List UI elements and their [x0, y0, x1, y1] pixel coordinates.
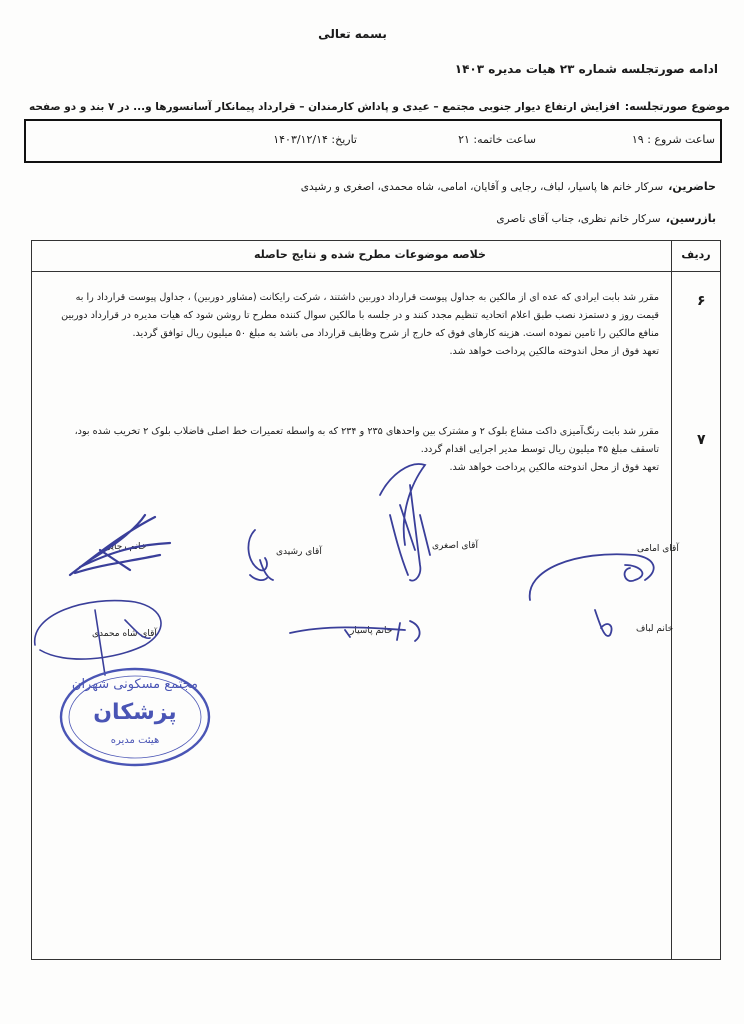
signer-label: آقای اصغری [432, 541, 478, 551]
document-title: ادامه صورتجلسه شماره ۲۳ هیات مدیره ۱۴۰۳ [454, 62, 718, 76]
row-number: ۷ [697, 432, 706, 448]
subject-label: موضوع صورتجلسه: [624, 100, 730, 113]
row-number: ۶ [697, 293, 706, 309]
resolution-line: قیمت روز و دستمزد نصب طبق اعلام اتحادیه تنظیم مجدد کنند و در جلسه با مالکین سوال کننده مطرح تا روشن شود که هیات مدیره در قرارداد دوربین [61, 310, 659, 321]
signer-label: آقای رشیدی [276, 547, 322, 557]
resolution-paragraph [54, 423, 659, 477]
resolution-paragraph [54, 289, 659, 361]
resolution-line: منافع مالکین را تامین نموده است. هزینه کارهای فوق که خارج از شرح وظایف قرارداد می باشد به مبلغ ۵۰ میلیون ریال توافق گردید. [132, 328, 659, 339]
signer-label: آقای شاه محمدی [92, 629, 157, 639]
table-header-divider [31, 271, 721, 272]
start-time: ساعت شروع : ۱۹ [631, 133, 715, 146]
stamp-text-bottom: هیئت مدیره [110, 735, 160, 746]
signature-rashidi [235, 520, 285, 585]
attendees-text: سرکار خانم ها پاسیار، لباف، رجایی و آقایان، امامی، شاه محمدی، اصغری و رشیدی [300, 181, 664, 193]
signature-emami [515, 540, 665, 650]
signature-pasyar [285, 615, 430, 645]
inspectors-line [420, 207, 716, 226]
inspectors-text: سرکار خانم نظری، جناب آقای ناصری [496, 213, 661, 225]
attendees-label: حاضرین، [668, 180, 716, 193]
stamp-text-main: پزشکان [93, 700, 177, 725]
resolution-line: مقرر شد بابت رنگ‌آمیزی داکت مشاع بلوک ۲ و مشترک بین واحدهای ۲۳۵ و ۲۳۴ که به واسطه تعمیرات خط اصلی فاضلاب بلوک ۲ تخریب شده بود، [74, 426, 659, 437]
resolution-line: تاسقف مبلغ ۴۵ میلیون ریال توسط مدیر اجرایی اقدام گردد. [420, 444, 659, 455]
resolution-line: تعهد فوق از محل اندوخته مالکین پرداخت خواهد شد. [449, 346, 659, 357]
table-header-row-number: ردیف [681, 248, 711, 261]
meeting-date: تاریخ: ۱۴۰۳/۱۲/۱۴ [273, 133, 357, 146]
signer-label: خانم رجایی [104, 542, 147, 552]
bismillah-heading: بسمه تعالی [318, 27, 387, 41]
signer-label: آقای امامی [637, 544, 679, 554]
attendees-line [220, 175, 716, 194]
end-time: ساعت خاتمه: ۲۱ [458, 133, 536, 146]
subject-line [28, 95, 730, 114]
resolution-line: تعهد فوق از محل اندوخته مالکین پرداخت خواهد شد. [449, 462, 659, 473]
signer-label: خانم پاسیار [350, 626, 393, 636]
table-column-divider [671, 240, 672, 960]
signer-label: خانم لباف [636, 624, 674, 634]
resolution-line: مقرر شد بابت ایرادی که عده ای از مالکین به جداول پیوست قرارداد دوربین داشتند ، شرکت رایکانت (مشاور دوربین) ، جداول پیوست قرارداد را به [75, 292, 659, 303]
inspectors-label: بازرسین، [665, 212, 716, 225]
signature-rajaei [60, 505, 180, 585]
table-header-summary: خلاصه موضوعات مطرح شده و نتایج حاصله [254, 248, 486, 261]
signature-asghari [370, 455, 440, 590]
subject-text: افزایش ارتفاع دیوار جنوبی مجتمع – عیدی و پاداش کارمندان – قرارداد پیمانکار آسانسورها و... در ۷ بند و دو صفحه [28, 101, 620, 113]
meeting-info-box [24, 119, 722, 163]
stamp-text-top: مجتمع مسکونی شهران [71, 677, 198, 692]
